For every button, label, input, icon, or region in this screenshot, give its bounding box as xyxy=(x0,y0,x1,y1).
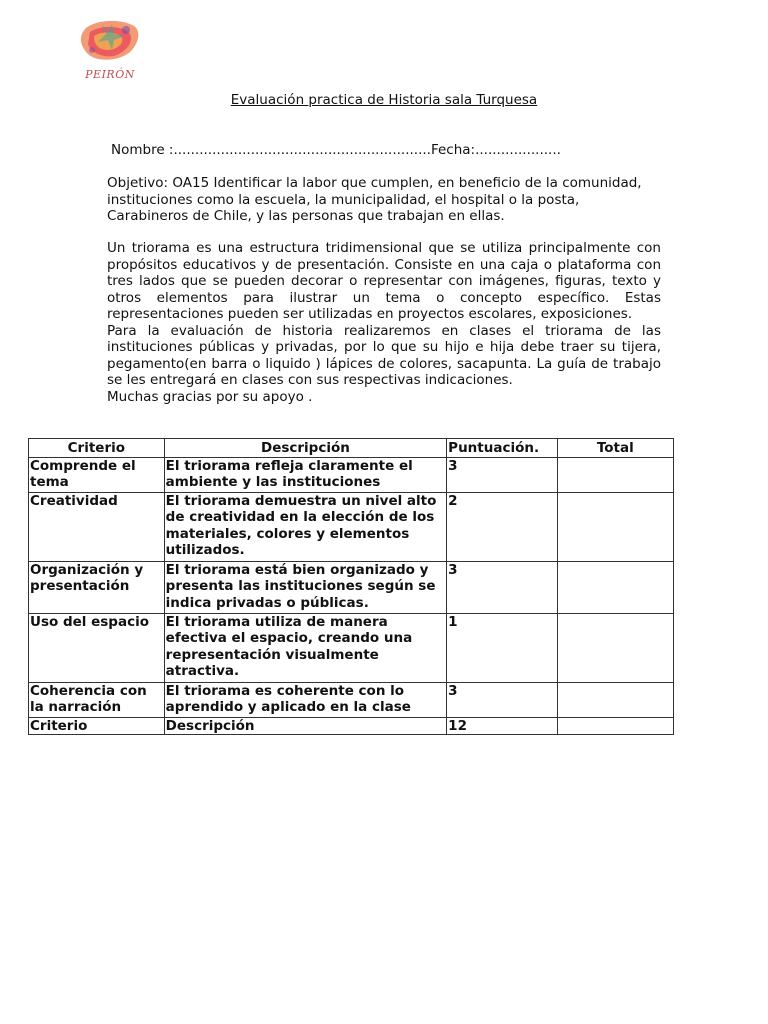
document-title: Evaluación practica de Historia sala Turquesa xyxy=(230,92,538,108)
logo-text: PEIRÓN xyxy=(85,68,135,81)
table-row xyxy=(29,682,674,717)
table-row xyxy=(29,613,674,682)
table-footer-row xyxy=(29,717,674,735)
cell-descripcion: El triorama es coherente con lo aprendido y aplicado en la clase xyxy=(164,682,447,717)
footer-descripcion: Descripción xyxy=(164,717,447,735)
cell-descripcion: El triorama demuestra un nivel alto de creatividad en la elección de los materiales, colores y elementos utilizados. xyxy=(164,492,447,561)
cell-puntuacion: 3 xyxy=(447,561,557,613)
table-row xyxy=(29,457,674,492)
cell-criterio: Uso del espacio xyxy=(29,613,165,682)
paragraph-evaluation-instructions: Para la evaluación de historia realizaremos en clases el triorama de las instituciones públicas y privadas, por lo que su hijo e hija debe traer su tijera, pegamento(en barra o liquido ) lápices de colores, sacapunta. La guía de trabajo se les entregará en clases con sus respectivas indicaciones. xyxy=(107,322,661,388)
cell-descripcion: El triorama refleja claramente el ambiente y las instituciones xyxy=(164,457,447,492)
cell-total xyxy=(557,457,673,492)
footer-puntuacion-total: 12 xyxy=(447,717,557,735)
footer-criterio: Criterio xyxy=(29,717,165,735)
cell-total xyxy=(557,561,673,613)
table-header-row xyxy=(29,439,674,458)
cell-puntuacion: 3 xyxy=(447,457,557,492)
cell-total xyxy=(557,682,673,717)
school-logo xyxy=(68,14,152,88)
cell-criterio: Organización y presentación xyxy=(29,561,165,613)
cell-puntuacion: 1 xyxy=(447,613,557,682)
cell-total xyxy=(557,613,673,682)
cell-descripcion: El triorama utiliza de manera efectiva el espacio, creando una representación visualmente atractiva. xyxy=(164,613,447,682)
rubric-table xyxy=(28,438,674,735)
description-text xyxy=(107,240,661,405)
cell-total xyxy=(557,492,673,561)
cell-puntuacion: 3 xyxy=(447,682,557,717)
name-date-line: Nombre :............................................................Fecha:.................... xyxy=(111,142,561,158)
header-criterio: Criterio xyxy=(29,439,165,458)
cell-criterio: Comprende el tema xyxy=(29,457,165,492)
cell-descripcion: El triorama está bien organizado y presenta las instituciones según se indica privadas o públicas. xyxy=(164,561,447,613)
header-puntuacion: Puntuación. xyxy=(447,439,557,458)
paragraph-triorama-definition: Un triorama es una estructura tridimensional que se utiliza principalmente con propósitos educativos y de presentación. Consiste en una caja o plataforma con tres lados que se pueden decorar o representar con imágenes, figuras, texto y otros elementos para ilustrar un tema o concepto específico. Estas representaciones pueden ser utilizadas en proyectos escolares, exposiciones. xyxy=(107,240,661,322)
table-row xyxy=(29,561,674,613)
header-descripcion: Descripción xyxy=(164,439,447,458)
cell-puntuacion: 2 xyxy=(447,492,557,561)
cell-criterio: Creatividad xyxy=(29,492,165,561)
logo-brushstroke-icon xyxy=(68,14,152,70)
objective-paragraph: Objetivo: OA15 Identificar la labor que cumplen, en beneficio de la comunidad, instituciones como la escuela, la municipalidad, el hospital o la posta, Carabineros de Chile, y las personas que trabajan en ellas. xyxy=(107,175,642,224)
header-total: Total xyxy=(557,439,673,458)
cell-criterio: Coherencia con la narración xyxy=(29,682,165,717)
table-row xyxy=(29,492,674,561)
footer-total xyxy=(557,717,673,735)
paragraph-thanks: Muchas gracias por su apoyo . xyxy=(107,388,313,405)
